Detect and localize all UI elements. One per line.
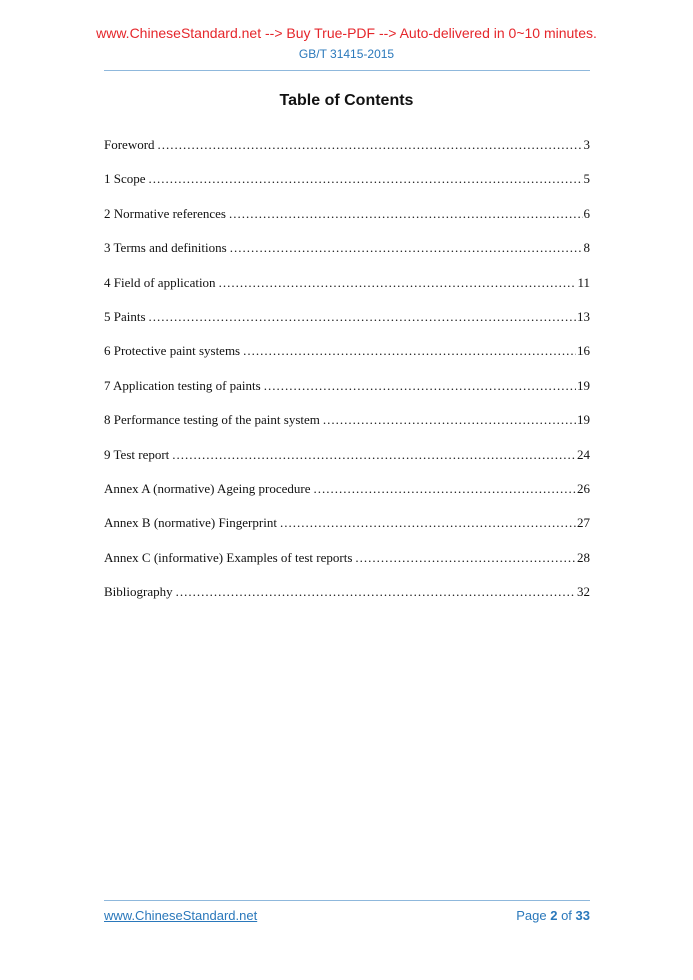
toc-entry-label: 5 Paints <box>104 308 146 324</box>
toc-entry <box>104 195 590 229</box>
toc-list <box>104 126 590 607</box>
toc-entry-page: 16 <box>577 343 590 359</box>
toc-leader-dots <box>314 481 577 497</box>
toc-entry-label: Annex B (normative) Fingerprint <box>104 515 277 531</box>
toc-entry-page: 28 <box>577 549 590 565</box>
toc-entry-label: 6 Protective paint systems <box>104 343 241 359</box>
standard-number: GB/T 31415-2015 <box>298 47 395 61</box>
toc-entry <box>104 160 590 194</box>
toc-entry-label: 4 Field of application <box>104 274 216 290</box>
toc-entry-page: 3 <box>583 137 590 152</box>
toc-entry <box>104 470 590 504</box>
toc-entry-label: Annex C (informative) Examples of test reports <box>104 549 353 565</box>
toc-leader-dots <box>323 412 576 428</box>
footer-website-link[interactable]: www.ChineseStandard.net <box>104 908 258 923</box>
toc-leader-dots <box>149 309 576 325</box>
toc-leader-dots <box>219 275 577 291</box>
toc-entry <box>104 264 590 298</box>
toc-entry-page: 8 <box>583 240 590 256</box>
toc-leader-dots <box>172 447 576 463</box>
toc-entry-page: 27 <box>577 515 590 531</box>
page-label: Page <box>516 908 547 923</box>
toc-entry <box>104 126 590 160</box>
toc-leader-dots <box>355 550 576 566</box>
of-label: of <box>561 908 572 923</box>
toc-entry <box>104 229 590 263</box>
toc-entry <box>104 401 590 435</box>
toc-entry-page: 5 <box>583 171 590 187</box>
toc-leader-dots <box>229 206 583 222</box>
toc-leader-dots <box>230 240 583 256</box>
total-page-number: 33 <box>575 908 590 923</box>
toc-entry-page: 26 <box>577 480 590 496</box>
toc-entry-page: 32 <box>577 584 590 600</box>
toc-entry <box>104 573 590 607</box>
page-number-indicator <box>516 908 590 923</box>
toc-entry-label: Annex A (normative) Ageing procedure <box>104 480 311 496</box>
header-divider <box>104 70 590 71</box>
toc-entry <box>104 504 590 538</box>
purchase-banner: www.ChineseStandard.net --> Buy True-PDF --> Auto-delivered in 0~10 minutes. <box>96 25 597 41</box>
toc-leader-dots <box>158 137 583 153</box>
toc-entry <box>104 332 590 366</box>
toc-leader-dots <box>243 343 576 359</box>
toc-entry <box>104 539 590 573</box>
current-page-number: 2 <box>550 908 558 923</box>
toc-entry-label: 1 Scope <box>104 171 146 187</box>
toc-entry <box>104 298 590 332</box>
toc-entry-page: 19 <box>577 412 590 428</box>
toc-entry-label: 9 Test report <box>104 446 170 462</box>
toc-leader-dots <box>264 378 576 394</box>
toc-entry-label: Bibliography <box>104 584 173 600</box>
toc-entry-page: 13 <box>577 308 590 324</box>
toc-leader-dots <box>280 515 576 531</box>
toc-entry-label: Foreword <box>104 137 155 152</box>
toc-leader-dots <box>149 171 583 187</box>
toc-entry-label: 3 Terms and definitions <box>104 240 227 256</box>
toc-leader-dots <box>176 584 576 600</box>
toc-entry-page: 24 <box>577 446 590 462</box>
toc-entry-label: 8 Performance testing of the paint system <box>104 412 320 428</box>
page-title: Table of Contents <box>279 92 414 109</box>
toc-entry-label: 7 Application testing of paints <box>104 377 261 393</box>
toc-entry-page: 6 <box>583 205 590 221</box>
page-footer <box>104 900 590 923</box>
toc-entry-page: 11 <box>577 274 590 290</box>
toc-entry-label: 2 Normative references <box>104 205 226 221</box>
toc-entry <box>104 436 590 470</box>
toc-entry <box>104 367 590 401</box>
toc-entry-page: 19 <box>577 377 590 393</box>
